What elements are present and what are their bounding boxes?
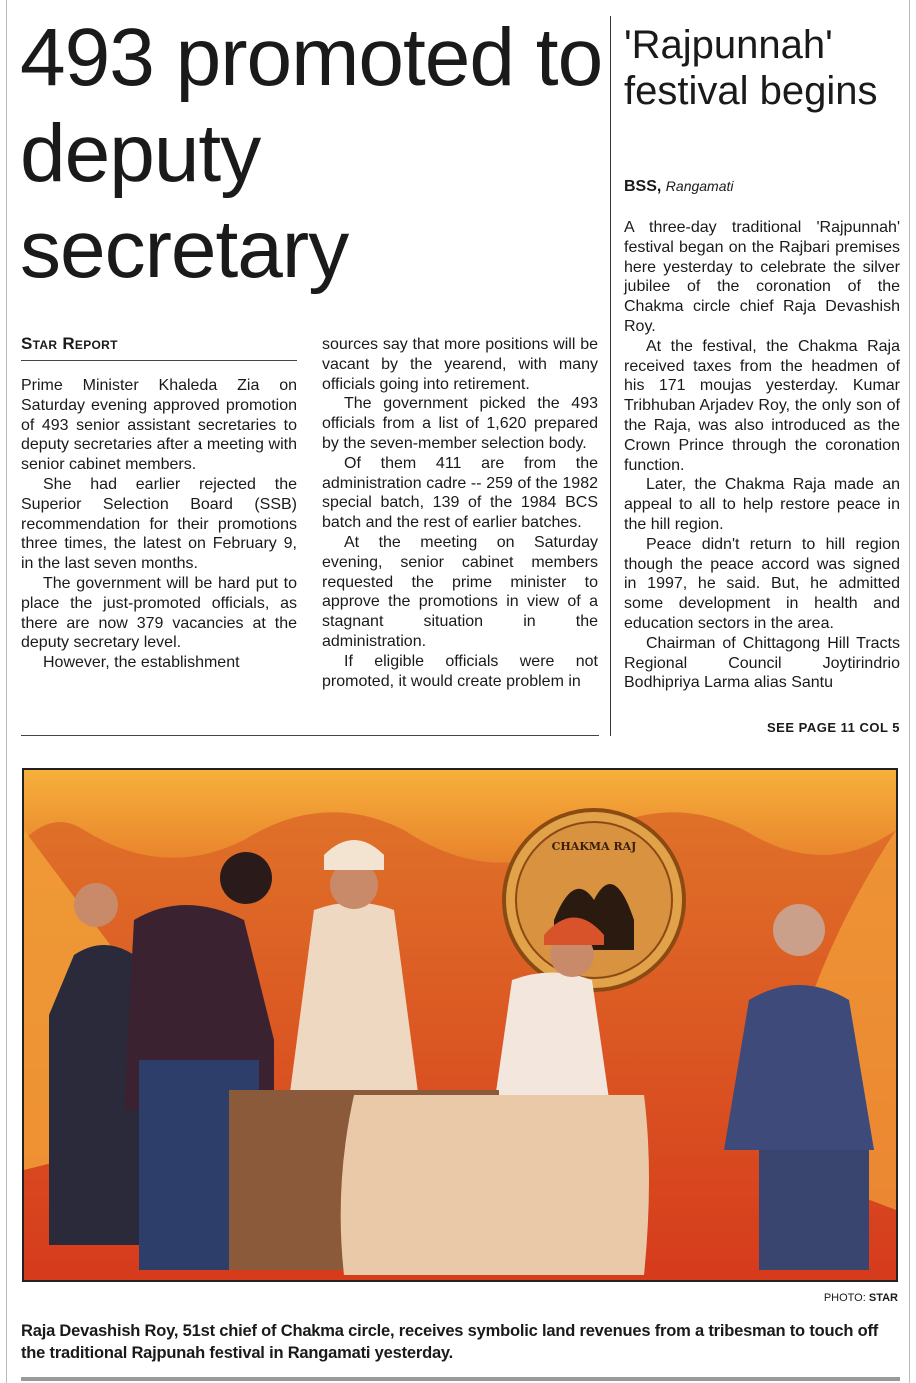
photo-illustration xyxy=(24,770,896,1280)
headline-festival: 'Rajpunnah' festival begins xyxy=(624,23,878,113)
paragraph: Prime Minister Khaleda Zia on Saturday evening approved promotion of 493 senior assistant secretaries to deputy secretaries after a meeting with senior cabinet members. xyxy=(21,377,297,474)
festival-column xyxy=(624,218,900,693)
byline-dateline: Rangamati xyxy=(665,178,734,194)
paragraph: At the meeting on Saturday evening, senior cabinet members requested the prime minister to approve the promotions in view of a stagnant situation in the administration. xyxy=(322,533,598,650)
paragraph: At the festival, the Chakma Raja received taxes from the headmen of his 171 moujas yesterday. Kumar Tribhuban Arjadev Roy, the only son of the Raja, was also introduced as the Crown Prince through the coronation function. xyxy=(624,337,900,474)
promotion-column-2 xyxy=(322,335,598,691)
paragraph: Peace didn't return to hill region though the peace accord was signed in 1997, he said. But, he admitted some development in health and education sectors in the area. xyxy=(624,535,900,632)
credit-prefix: PHOTO: xyxy=(823,1292,866,1304)
paragraph: Of them 411 are from the administration cadre -- 259 of the 1982 special batch, 139 of the 1984 BCS batch and the rest of earlier batches. xyxy=(322,454,598,532)
paragraph: If eligible officials were not promoted, it would create problem in xyxy=(322,652,598,690)
paragraph: However, the establishment xyxy=(43,654,240,672)
paragraph: The government picked the 493 officials from a list of 1,620 prepared by the seven-member selection body. xyxy=(322,395,598,452)
paragraph: The government will be hard put to place the just-promoted officials, as there are now 379 vacancies at the deputy secretary level. xyxy=(21,574,297,652)
headline-promotion: 493 promoted to deputy secretary xyxy=(20,12,603,295)
bottom-rule xyxy=(21,1377,900,1381)
paragraph: sources say that more positions will be vacant by the yearend, with many officials going into retirement. xyxy=(322,336,598,393)
story-divider xyxy=(21,735,599,736)
news-photo xyxy=(22,768,898,1282)
byline-agency: BSS, xyxy=(624,178,662,195)
promotion-byline: Star Report xyxy=(21,334,297,361)
photo-credit xyxy=(600,1292,898,1304)
paragraph: She had earlier rejected the Superior Selection Board (SSB) recommendation for their promotions three times, the latest on February 9, in the last seven months. xyxy=(21,475,297,573)
credit-source: STAR xyxy=(868,1292,898,1304)
jump-link[interactable]: SEE PAGE 11 COL 5 xyxy=(766,720,900,735)
emblem-text: CHAKMA RAJ xyxy=(551,840,637,853)
paragraph: Chairman of Chittagong Hill Tracts Regional Council Joytirindrio Bodhipriya Larma alias Santu xyxy=(624,634,900,692)
paragraph: Later, the Chakma Raja made an appeal to all to help restore peace in the hill region. xyxy=(624,476,900,533)
photo-caption: Raja Devashish Roy, 51st chief of Chakma circle, receives symbolic land revenues from a tribesman to touch off the traditional Rajpunah festival in Rangamati yesterday. xyxy=(21,1322,879,1362)
promotion-column-1 xyxy=(21,376,297,673)
paragraph: A three-day traditional 'Rajpunnah' festival began on the Rajbari premises here yesterday to celebrate the silver jubilee of the coronation of the Chakma circle chief Raja Devashish Roy. xyxy=(624,219,900,335)
column-divider xyxy=(610,16,611,736)
festival-byline xyxy=(624,178,734,196)
